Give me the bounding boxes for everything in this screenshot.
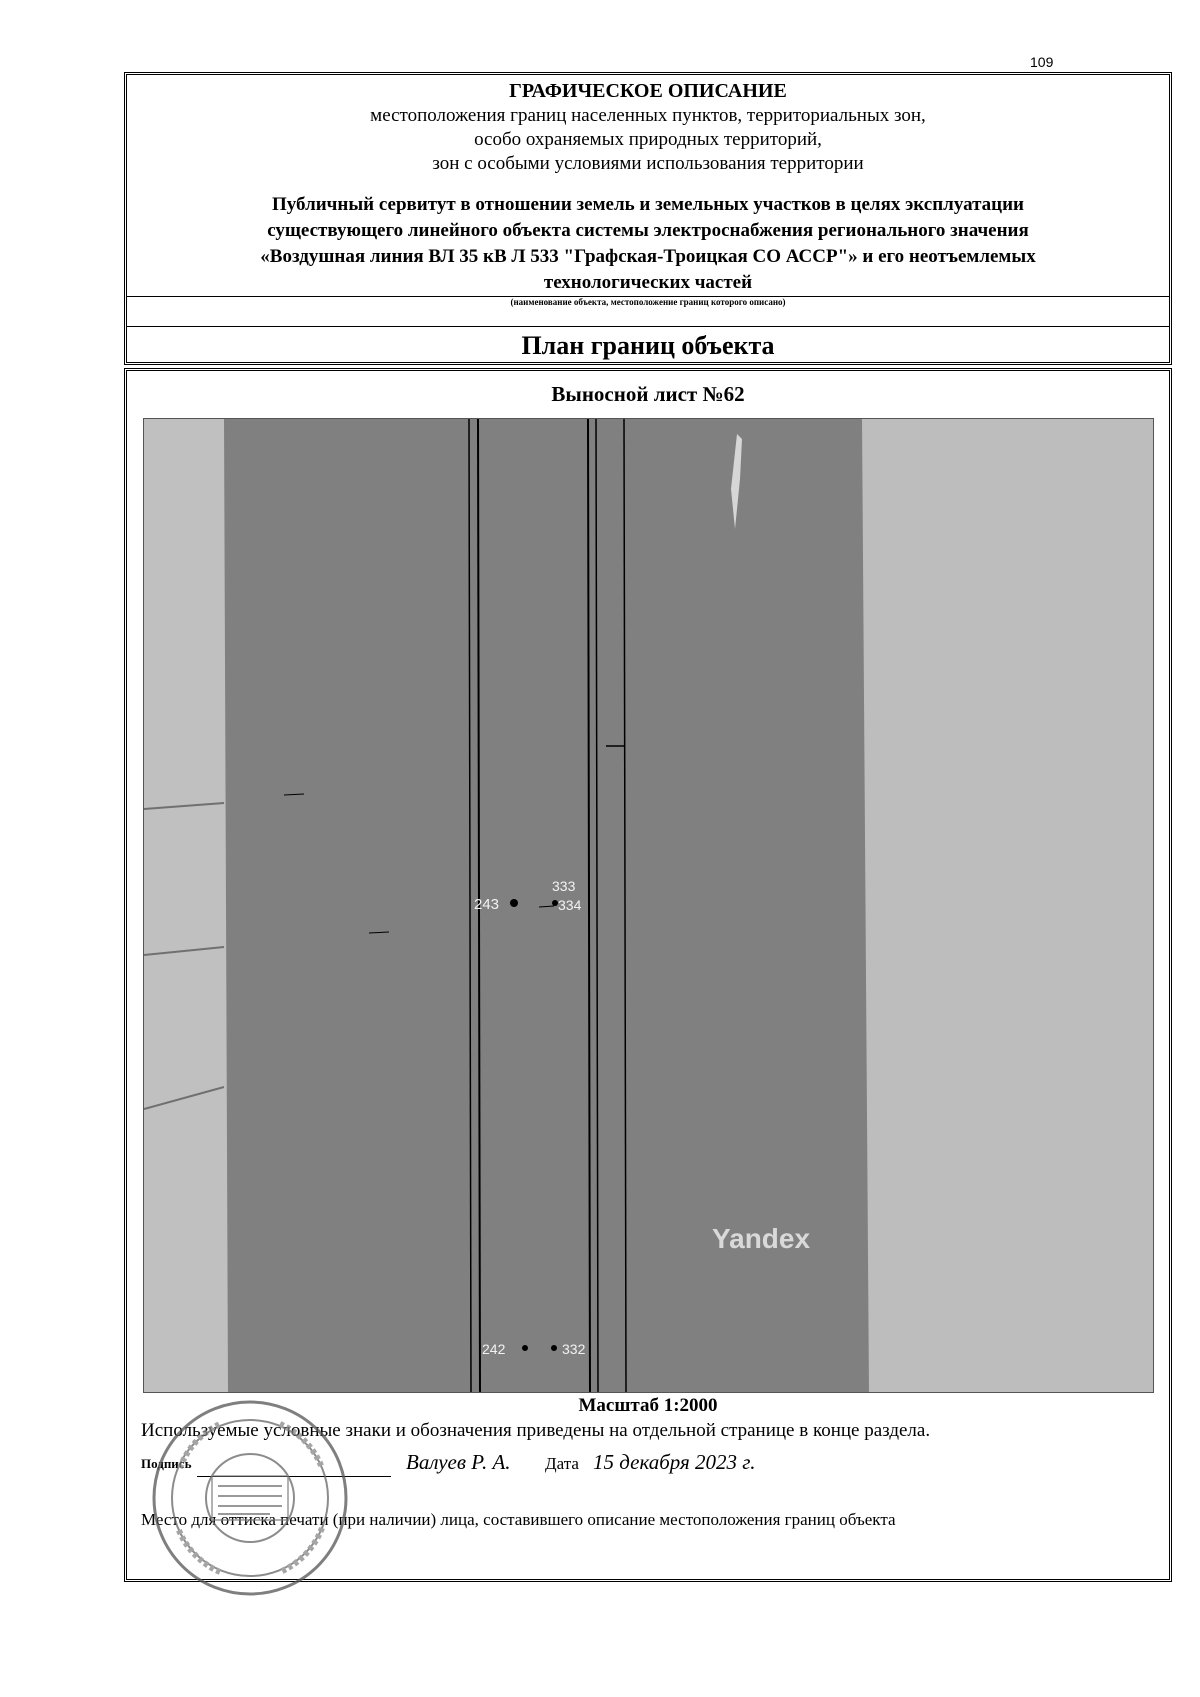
date-label: Дата <box>545 1454 579 1473</box>
point-label: 332 <box>562 1341 586 1357</box>
header-frame <box>124 72 1172 365</box>
map-watermark: Yandex <box>712 1223 811 1254</box>
document-subtitle-line: особо охраняемых природных территорий, <box>474 129 822 150</box>
signer-name: Валуев Р. А. <box>406 1450 511 1474</box>
date-value: 15 декабря 2023 г. <box>593 1450 756 1474</box>
scale-label: Масштаб 1:2000 <box>578 1395 718 1416</box>
point-label: 242 <box>482 1341 506 1357</box>
point-label: 334 <box>558 897 582 913</box>
object-name-line: Публичный сервитут в отношении земель и земельных участков в целях эксплуатации <box>272 194 1024 215</box>
object-name-line: «Воздушная линия ВЛ 35 кВ Л 533 "Графская-Троицкая СО АССР"» и его неотъемлемых <box>260 246 1036 267</box>
plan-title: План границ объекта <box>521 331 775 360</box>
object-name-line: технологических частей <box>543 272 753 293</box>
document-title: ГРАФИЧЕСКОЕ ОПИСАНИЕ <box>509 80 787 102</box>
object-name-line: существующего линейного объекта системы электроснабжения регионального значения <box>267 220 1029 241</box>
map-point <box>510 899 518 907</box>
map-light-area <box>862 419 1154 1393</box>
sheet-title: Выносной лист №62 <box>551 382 745 406</box>
point-label: 333 <box>552 878 576 894</box>
map-point <box>522 1345 528 1351</box>
document-subtitle-line: зон с особыми условиями использования территории <box>432 153 864 174</box>
divider <box>127 326 1169 327</box>
point-label: 243 <box>474 896 500 913</box>
signature-label: Подпись <box>141 1456 192 1471</box>
stamp-note: Место для оттиска печати (при наличии) лица, составившего описание местоположения границ объекта <box>141 1510 896 1529</box>
map-point <box>551 1345 557 1351</box>
document-subtitle-line: местоположения границ населенных пунктов, территориальных зон, <box>370 105 926 126</box>
object-caption: (наименование объекта, местоположение границ которого описано) <box>510 297 786 307</box>
map-drawing <box>144 419 1154 1393</box>
legend-note: Используемые условные знаки и обозначения приведены на отдельной странице в конце раздела. <box>141 1420 931 1441</box>
map-image <box>143 418 1154 1393</box>
page-number: 109 <box>1030 54 1054 70</box>
official-stamp <box>150 1398 350 1598</box>
